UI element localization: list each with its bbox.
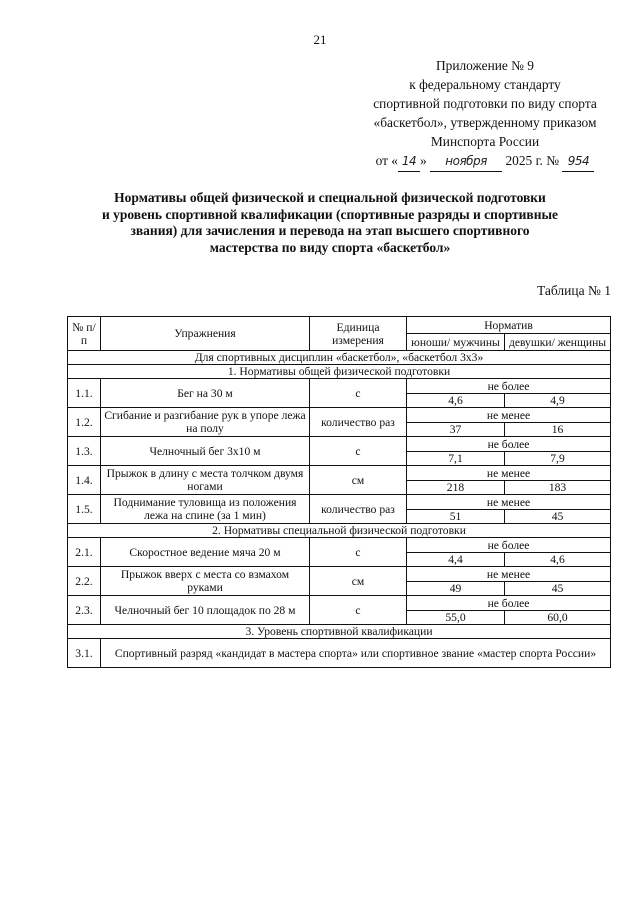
row-male-value: 55,0 <box>407 611 505 625</box>
row-unit: с <box>310 538 407 567</box>
row-female-value: 7,9 <box>505 452 611 466</box>
row-male-value: 49 <box>407 582 505 596</box>
row-unit: количество раз <box>310 495 407 524</box>
row-condition: не менее <box>407 495 611 510</box>
document-title <box>60 190 600 256</box>
header-male: юноши/ мужчины <box>407 334 505 351</box>
row-unit: см <box>310 466 407 495</box>
table-row <box>68 408 611 423</box>
row-num: 3.1. <box>68 639 101 668</box>
row-condition: не более <box>407 538 611 553</box>
row-condition: не более <box>407 596 611 611</box>
row-female-value: 45 <box>505 510 611 524</box>
row-female-value: 4,6 <box>505 553 611 567</box>
title-line: и уровень спортивной квалификации (спортивные разряды и спортивные <box>101 206 559 222</box>
handwritten-day: 14 <box>398 152 420 172</box>
row-num: 1.5. <box>68 495 101 524</box>
appendix-header <box>340 56 630 172</box>
row-male-value: 4,6 <box>407 394 505 408</box>
row-male-value: 51 <box>407 510 505 524</box>
row-exercise: Челночный бег 10 площадок по 28 м <box>101 596 310 625</box>
section-title: 2. Нормативы специальной физической подготовки <box>68 524 611 538</box>
row-female-value: 183 <box>505 481 611 495</box>
qualification-row <box>68 639 611 668</box>
year-text: 2025 г. № <box>505 153 560 168</box>
row-num: 1.3. <box>68 437 101 466</box>
section-title: 3. Уровень спортивной квалификации <box>68 625 611 639</box>
section-row <box>68 524 611 538</box>
row-condition: не менее <box>407 408 611 423</box>
table-row <box>68 596 611 611</box>
row-num: 1.2. <box>68 408 101 437</box>
row-male-value: 4,4 <box>407 553 505 567</box>
row-num: 1.4. <box>68 466 101 495</box>
row-exercise: Бег на 30 м <box>101 379 310 408</box>
title-line: Нормативы общей физической и специальной физической подготовки <box>114 190 546 205</box>
section-row <box>68 625 611 639</box>
table-row <box>68 379 611 394</box>
handwritten-month: ноября <box>430 152 502 172</box>
title-line: звания) для зачисления и перевода на этап высшего спортивного <box>130 223 530 238</box>
row-num: 2.2. <box>68 567 101 596</box>
row-female-value: 16 <box>505 423 611 437</box>
discipline-cell: Для спортивных дисциплин «баскетбол», «баскетбол 3х3» <box>68 351 611 365</box>
row-male-value: 7,1 <box>407 452 505 466</box>
header-num: № п/п <box>68 317 101 351</box>
qualification-text: Спортивный разряд «кандидат в мастера спорта» или спортивное звание «мастер спорта России» <box>101 639 611 668</box>
header-row <box>68 317 611 334</box>
row-condition: не менее <box>407 466 611 481</box>
appendix-line: «баскетбол», утвержденному приказом <box>373 115 597 130</box>
row-female-value: 60,0 <box>505 611 611 625</box>
table-row <box>68 567 611 582</box>
row-condition: не менее <box>407 567 611 582</box>
norms-table <box>67 316 611 668</box>
row-exercise: Поднимание туловища из положения лежа на спине (за 1 мин) <box>101 495 310 524</box>
row-male-value: 218 <box>407 481 505 495</box>
row-exercise: Прыжок вверх с места со взмахом руками <box>101 567 310 596</box>
row-condition: не более <box>407 437 611 452</box>
row-condition: не более <box>407 379 611 394</box>
row-exercise: Челночный бег 3х10 м <box>101 437 310 466</box>
row-unit: с <box>310 437 407 466</box>
table-row <box>68 466 611 481</box>
table-caption: Таблица № 1 <box>537 283 611 298</box>
page-number: 21 <box>313 32 327 47</box>
row-exercise: Прыжок в длину с места толчком двумя ногами <box>101 466 310 495</box>
table-row <box>68 437 611 452</box>
header-female: девушки/ женщины <box>505 334 611 351</box>
header-exercise: Упражнения <box>101 317 310 351</box>
row-exercise: Скоростное ведение мяча 20 м <box>101 538 310 567</box>
appendix-line: Минспорта России <box>430 134 540 149</box>
appendix-line: Приложение № 9 <box>435 58 535 73</box>
row-unit: см <box>310 567 407 596</box>
row-female-value: 4,9 <box>505 394 611 408</box>
row-unit: с <box>310 379 407 408</box>
row-num: 2.3. <box>68 596 101 625</box>
section-row <box>68 365 611 379</box>
row-unit: с <box>310 596 407 625</box>
discipline-row <box>68 351 611 365</box>
header-norm: Норматив <box>407 317 611 334</box>
handwritten-order-number: 954 <box>562 152 594 172</box>
row-num: 2.1. <box>68 538 101 567</box>
order-date-line <box>340 151 630 172</box>
appendix-line: к федеральному стандарту <box>409 77 561 92</box>
row-female-value: 45 <box>505 582 611 596</box>
header-unit: Единица измерения <box>310 317 407 351</box>
section-title: 1. Нормативы общей физической подготовки <box>68 365 611 379</box>
row-num: 1.1. <box>68 379 101 408</box>
table-row <box>68 495 611 510</box>
row-unit: количество раз <box>310 408 407 437</box>
date-prefix: от « <box>375 153 399 168</box>
table-row <box>68 538 611 553</box>
appendix-line: спортивной подготовки по виду спорта <box>373 96 597 111</box>
title-line: мастерства по виду спорта «баскетбол» <box>209 239 451 255</box>
row-male-value: 37 <box>407 423 505 437</box>
date-mid: » <box>420 153 427 168</box>
row-exercise: Сгибание и разгибание рук в упоре лежа на полу <box>101 408 310 437</box>
